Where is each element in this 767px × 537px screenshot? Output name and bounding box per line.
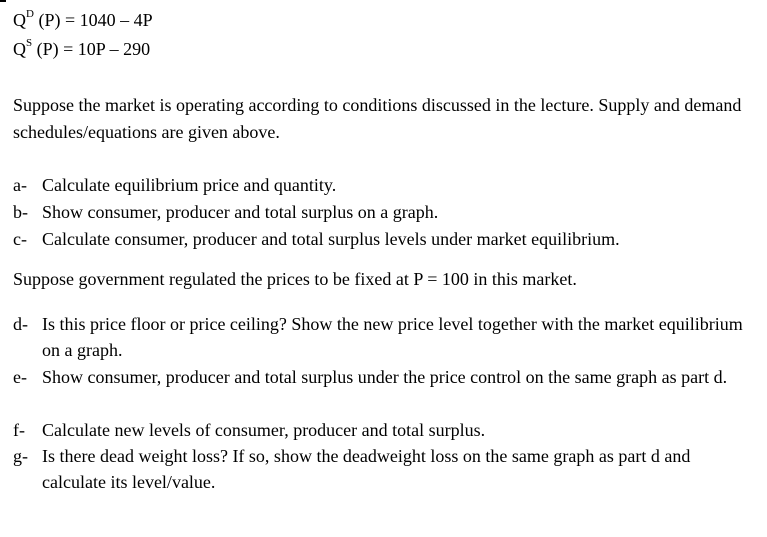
question-g: [13, 443, 753, 495]
question-f: [13, 417, 753, 443]
question-letter: d-: [13, 314, 28, 334]
question-a: [13, 172, 753, 198]
question-letter: f-: [13, 420, 25, 440]
question-letter: e-: [13, 367, 27, 387]
demand-superscript: D: [26, 8, 34, 20]
supply-equation: [13, 39, 150, 59]
intro-paragraph: Suppose the market is operating according to conditions discussed in the lecture. Supply and demand schedules/equations are given above.: [13, 95, 742, 142]
supply-rhs: (P) = 10P – 290: [32, 39, 151, 59]
demand-rhs: (P) = 1040 – 4P: [33, 10, 153, 30]
question-letter: b-: [13, 202, 28, 222]
question-b: [13, 199, 753, 225]
question-letter: g-: [13, 446, 28, 466]
question-letter: c-: [13, 229, 27, 249]
question-text: Is there dead weight loss? If so, show the deadweight loss on the same graph as part d and calculate its level/value.: [42, 446, 691, 492]
question-text: Calculate equilibrium price and quantity.: [42, 175, 337, 195]
regulation-paragraph: Suppose government regulated the prices to be fixed at P = 100 in this market.: [13, 269, 577, 289]
question-text: Is this price floor or price ceiling? Show the new price level together with the market equilibrium on a graph.: [42, 314, 743, 360]
question-e: [13, 364, 753, 390]
question-letter: a-: [13, 175, 27, 195]
question-text: Show consumer, producer and total surplus under the price control on the same graph as part d.: [42, 367, 728, 387]
demand-equation: [13, 10, 153, 30]
demand-symbol: Q: [13, 10, 26, 30]
supply-superscript: S: [26, 37, 33, 49]
question-d: [13, 311, 753, 363]
question-c: [13, 226, 753, 252]
question-text: Calculate new levels of consumer, producer and total surplus.: [42, 420, 486, 440]
question-text: Show consumer, producer and total surplus on a graph.: [42, 202, 439, 222]
corner-mark: [0, 0, 6, 2]
question-text: Calculate consumer, producer and total surplus levels under market equilibrium.: [42, 229, 620, 249]
supply-symbol: Q: [13, 39, 26, 59]
